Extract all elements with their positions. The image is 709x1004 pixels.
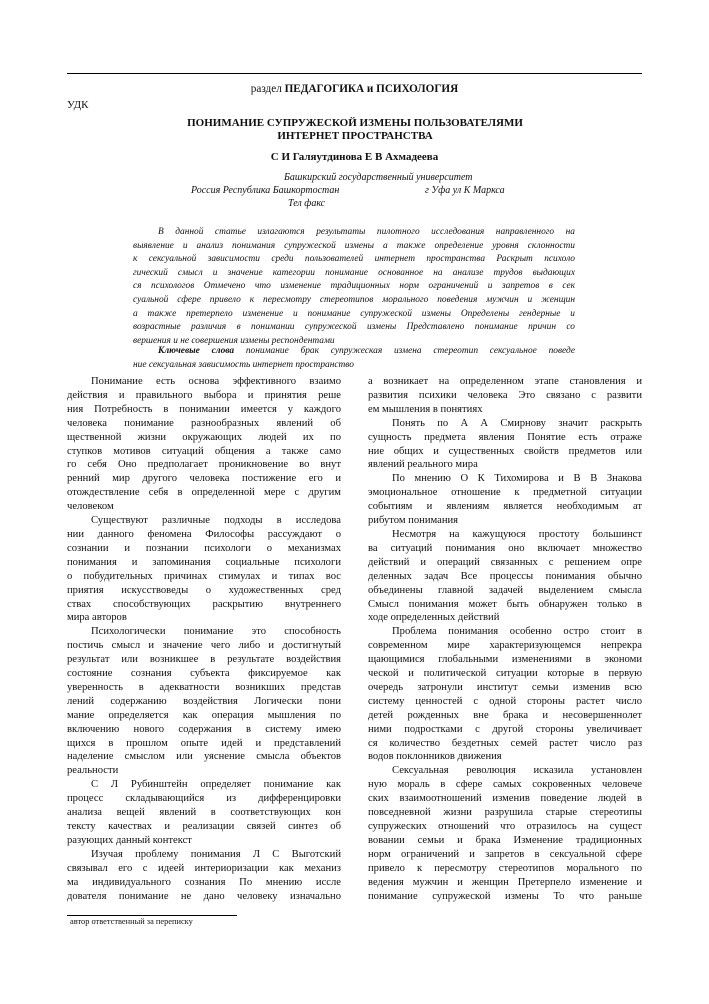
body-left-column (67, 375, 341, 903)
article-title (160, 117, 550, 143)
body-line: ними подростками с другой стороны увеличивает (368, 723, 642, 735)
body-line: сознании и познании психологи о механизмах (67, 542, 341, 554)
body-line: детей рожденных вне брака и несовершеннолет (368, 709, 642, 721)
body-line: включению нового содержания в систему имею (67, 723, 341, 735)
body-line: щихся в прошлом опыте идей и представлений (67, 737, 341, 749)
affiliation-university: Башкирский государственный университет (284, 172, 473, 183)
body-line: ходе определенных действий (368, 612, 500, 624)
body-line: разующих данный контекст (67, 834, 192, 846)
body-line: Понять по А А Смирнову значит раскрыть (392, 417, 642, 429)
footnote-rule (67, 915, 237, 916)
udk-label: УДК (67, 99, 89, 111)
body-line: состояние сознания субъекта фиксируемое как (67, 668, 341, 680)
body-line: Существуют различные подходы в исследова (91, 515, 341, 527)
abstract-line: ся психологов Отмечено что изменение традиционных норм ограничений и запретов в сек (133, 281, 575, 292)
body-line: ва ситуаций понимания оно включает множество (368, 542, 642, 554)
body-line: Психологически понимание это способность (91, 626, 341, 638)
title-line-1: ПОНИМАНИЕ СУПРУЖЕСКОЙ ИЗМЕНЫ ПОЛЬЗОВАТЕЛЯМИ (187, 117, 523, 129)
body-line: связывал его с идеей интериоризации как механиз (67, 862, 341, 874)
body-line: Несмотря на кажущуюся простоту большинст (392, 528, 642, 540)
body-line: событиям и явлениям является необходимым ат (368, 501, 642, 513)
body-line: ем мышления в понятиях (368, 403, 483, 415)
body-line: наделение смыслом или уяснение смысла объектов (67, 751, 341, 763)
body-line: дователя понимание не дано человеку изначально (67, 890, 341, 902)
body-line: процесс складывающийся из дифференцировки (67, 793, 341, 805)
body-line: объединены главной задачей выделением смысла (368, 584, 642, 596)
abstract-line: суальной сфере привело к пересмотру стереотипов морального поведения мужчин и женщин (133, 294, 575, 305)
body-line: лений содержанию воздействия Логически пони (67, 695, 341, 707)
body-line: ведения мужчин и женщин Претерпело изменение и (368, 876, 642, 888)
keywords-line-1: понимание брак супружеская измена стереотип сексуальное поведе (245, 346, 575, 356)
body-line: ступков мотивов ситуаций общения а также само (67, 445, 341, 457)
footnote: автор ответственный за переписку (70, 917, 193, 926)
body-line: очередь затронули институт семьи изменив всю (368, 681, 642, 693)
body-line: приятия искусствоведы о художественных сред (67, 584, 341, 596)
body-line: ческой и политической ситуации которые в первую (368, 668, 642, 680)
keywords (133, 345, 575, 372)
body-line: постичь смысл и значение чего либо и достигнутый (67, 640, 341, 652)
body-line: ствах способствующих раскрытию внутреннего (67, 598, 341, 610)
body-line: тексту качествах и реализации связей синтез об (67, 821, 341, 832)
body-line: привело к пересмотру стереотипов морального по (368, 862, 642, 874)
body-line: Смысл понимания может быть обнаружен только в (368, 598, 642, 610)
body-line: нии данного феномена Философы рассуждают о (67, 528, 341, 540)
body-line: норм ограничений и запретов в сексуальной сфере (368, 848, 642, 860)
body-line: щественной жизни окружающих людей их по (67, 431, 341, 443)
body-line: рибутом понимания (368, 515, 459, 527)
keywords-line-2: ние сексуальная зависимость интернет пространство (133, 359, 354, 370)
abstract-line: а также претерпело изменение и понимание супружеской измены Определены гендерные и (133, 308, 575, 319)
body-line: повседневной жизни разрушила старые стереотипы (368, 807, 642, 819)
body-line: ских взаимоотношений изменив поведение людей в (368, 793, 642, 805)
section-heading (0, 83, 709, 95)
title-line-2: ИНТЕРНЕТ ПРОСТРАНСТВА (277, 130, 433, 142)
abstract-line: гический смысл и значение категории понимание основанное на анализе трудов выдающих (133, 267, 575, 278)
body-line: Изучая проблему понимания Л С Выготский (91, 848, 341, 860)
body-line: деленных задач Все процессы понимания обычно (368, 570, 642, 582)
body-line: явлений реального мира (368, 459, 478, 471)
body-line: анализа вещей явлений в соответствующих кон (67, 807, 341, 819)
section-prefix: раздел (250, 83, 282, 95)
body-line: человеком (67, 501, 114, 513)
body-line: эмоциональное отношение к предметной ситуации (368, 487, 642, 499)
header-rule (67, 73, 642, 74)
affiliation-region: Россия Республика Башкортостан (191, 185, 340, 196)
body-line: Понимание есть основа эффективного взаимо (91, 376, 341, 387)
body-line: реальности (67, 765, 119, 777)
body-line: вовании семьи и брака Изменение традиционных (368, 834, 642, 846)
body-line: ную мораль в сфере самых сокровенных человече (368, 779, 642, 791)
body-line: о побудительных причинах стимулах и типах вос (67, 570, 341, 582)
abstract-line: возрастные различия в понимании супружеской измены Представлено понимание причин со (133, 322, 575, 333)
body-line: ния Потребность в понимании имеется у каждого (67, 403, 341, 415)
abstract-line: вершения и не совершения измены респондентами (133, 335, 335, 346)
body-line: супружеских отношений что отразилось на сущест (368, 821, 642, 832)
body-line: развития психики человека Это связано с развити (368, 389, 642, 401)
body-line: уверенность в адекватности возникших представ (67, 681, 341, 693)
body-line: результат или возникшее в результате воздействия (67, 654, 341, 666)
body-line: С Л Рубинштейн определяет понимание как (91, 779, 341, 791)
body-right-column (368, 375, 642, 903)
body-line: отождествление себя в определенной мере с другим (67, 487, 341, 499)
body-line: ние общих и существенных свойств предметов или (368, 445, 642, 457)
body-line: современном мире характеризующемся непрекра (368, 640, 642, 652)
body-line: водов поклонников движения (368, 751, 502, 763)
body-line: понимание супружеской измены То что раньше (368, 890, 642, 902)
body-line: мание определяется как операция мышления по (67, 709, 341, 721)
section-name: ПЕДАГОГИКА и ПСИХОЛОГИЯ (284, 83, 459, 95)
keywords-label: Ключевые слова (158, 346, 235, 356)
abstract-line: В данной статье излагаются результаты пилотного исследования направленного на (158, 227, 575, 237)
body-line: Проблема понимания особенно остро стоит в (392, 626, 642, 638)
body-line: действий и операций связанных с решением опре (368, 556, 642, 568)
body-line: Сексуальная революция исказила установлен (392, 765, 642, 777)
body-line: щающимися глобальными изменениями в экономи (368, 654, 642, 666)
abstract-line: выявление и анализ понимания супружеской измены а также определение уровня склонности (133, 240, 575, 251)
abstract-line: к сексуальной зависимости среди пользователей интернет пространства Раскрыт психоло (133, 254, 575, 265)
authors: С И Галяутдинова Е В Ахмадеева (270, 151, 439, 163)
body-line: го себя Оно предполагает проникновение во внут (67, 459, 341, 471)
body-line: ся количество бездетных семей растет число раз (368, 737, 642, 749)
body-line: человека понимание разнообразных явлений об (67, 417, 341, 429)
body-line: а возникает на определенном этапе становления и (368, 376, 642, 387)
body-line: По мнению О К Тихомирова и В В Знакова (392, 473, 642, 485)
abstract (133, 226, 575, 348)
body-line: мира авторов (67, 612, 127, 624)
body-line: понимания и запоминания социальные психологи (67, 556, 341, 568)
body-line: систему ценностей с одной стороны растет число (368, 695, 642, 707)
affiliation-address: г Уфа ул К Маркса (425, 185, 505, 196)
body-line: ренний мир другого человека постижение его и (67, 473, 341, 485)
affiliation-phone: Тел факс (288, 198, 326, 209)
body-line: действия и правильного выбора и принятия реше (67, 389, 341, 401)
body-line: сущность предмета явления Понятие есть отраже (368, 431, 642, 443)
body-line: ма индивидуального сознания По мнению иссле (67, 876, 341, 888)
